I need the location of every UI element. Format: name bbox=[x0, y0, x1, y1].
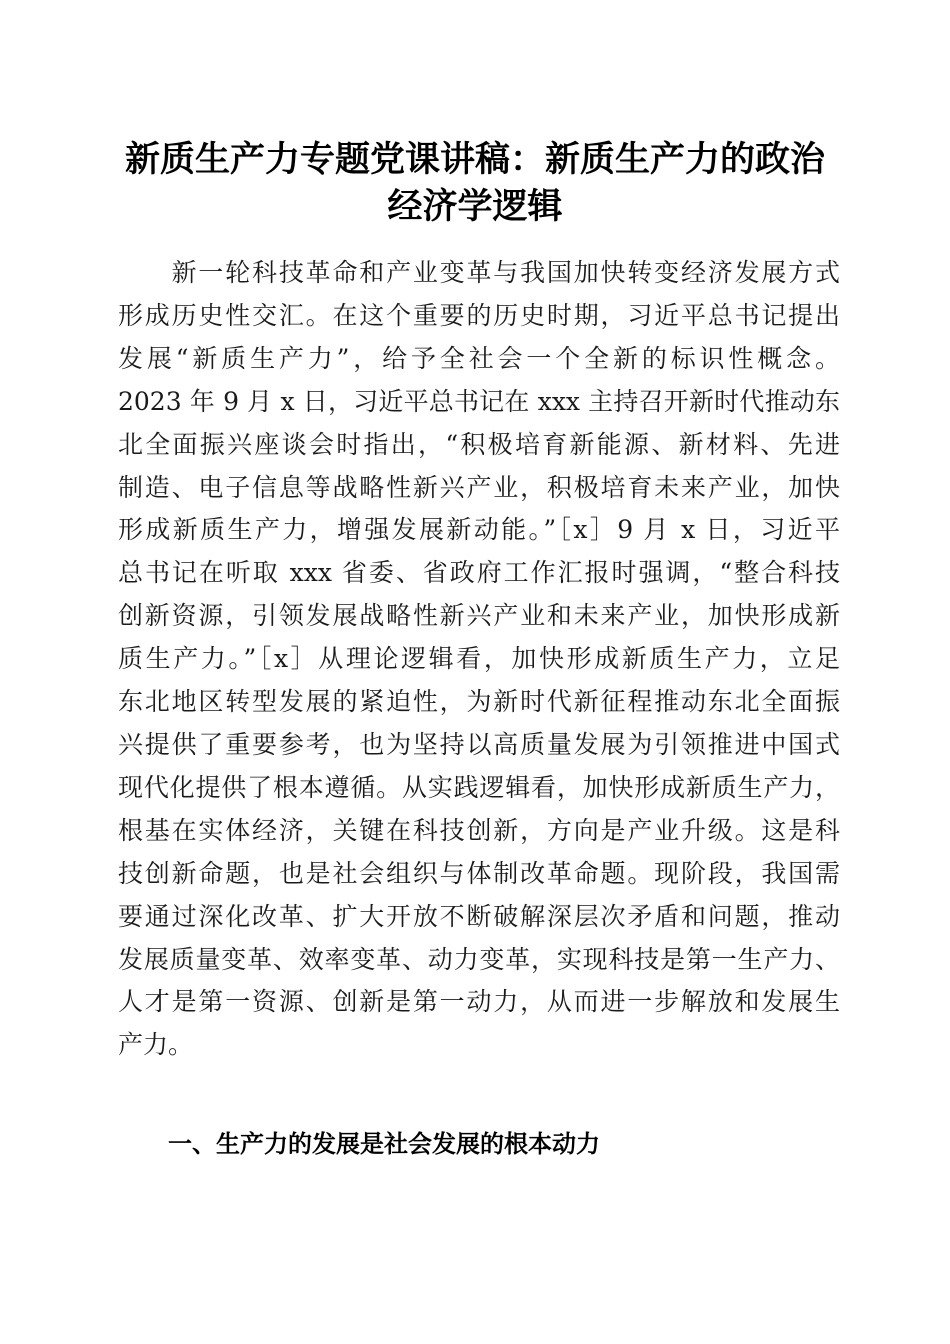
paragraph-line: 东北地区转型发展的紧迫性，为新时代新征程推动东北全面振 bbox=[118, 687, 840, 717]
section-heading: 一、生产力的发展是社会发展的根本动力 bbox=[168, 1130, 600, 1158]
paragraph-line: 制造、电子信息等战略性新兴产业，积极培育未来产业，加快 bbox=[118, 472, 840, 502]
document-title-line-2: 经济学逻辑 bbox=[387, 186, 563, 227]
paragraph-line: 根基在实体经济，关键在科技创新，方向是产业升级。这是科 bbox=[118, 815, 840, 845]
document-title-line-1: 新质生产力专题党课讲稿：新质生产力的政治 bbox=[124, 139, 825, 180]
paragraph-line: 现代化提供了根本遵循。从实践逻辑看，加快形成新质生产力， bbox=[118, 772, 840, 802]
paragraph-line: 新一轮科技革命和产业变革与我国加快转变经济发展方式 bbox=[118, 258, 840, 287]
paragraph-line: 形成历史性交汇。在这个重要的历史时期，习近平总书记提出 bbox=[118, 300, 840, 330]
paragraph-line: 北全面振兴座谈会时指出，“积极培育新能源、新材料、先进 bbox=[118, 429, 840, 459]
paragraph-line: 发展质量变革、效率变革、动力变革，实现科技是第一生产力、 bbox=[118, 944, 840, 974]
paragraph-line: 2023 年 9 月 x 日，习近平总书记在 xxx 主持召开新时代推动东 bbox=[118, 386, 840, 416]
intro-paragraph bbox=[118, 252, 840, 1067]
paragraph-line: 兴提供了重要参考，也为坚持以高质量发展为引领推进中国式 bbox=[118, 729, 840, 759]
paragraph-line: 创新资源，引领发展战略性新兴产业和未来产业，加快形成新 bbox=[118, 601, 840, 631]
paragraph-line: 技创新命题，也是社会组织与体制改革命题。现阶段，我国需 bbox=[118, 858, 840, 888]
paragraph-line: 产力。 bbox=[118, 1030, 194, 1060]
paragraph-line: 人才是第一资源、创新是第一动力，从而进一步解放和发展生 bbox=[118, 987, 840, 1017]
paragraph-line: 发展“新质生产力”，给予全社会一个全新的标识性概念。 bbox=[118, 343, 840, 373]
paragraph-line: 质生产力。”［x］从理论逻辑看，加快形成新质生产力，立足 bbox=[118, 644, 840, 674]
paragraph-line: 要通过深化改革、扩大开放不断破解深层次矛盾和问题，推动 bbox=[118, 901, 840, 931]
paragraph-line: 总书记在听取 xxx 省委、省政府工作汇报时强调，“整合科技 bbox=[118, 558, 840, 588]
paragraph-line: 形成新质生产力，增强发展新动能。”［x］9 月 x 日，习近平 bbox=[118, 515, 840, 545]
